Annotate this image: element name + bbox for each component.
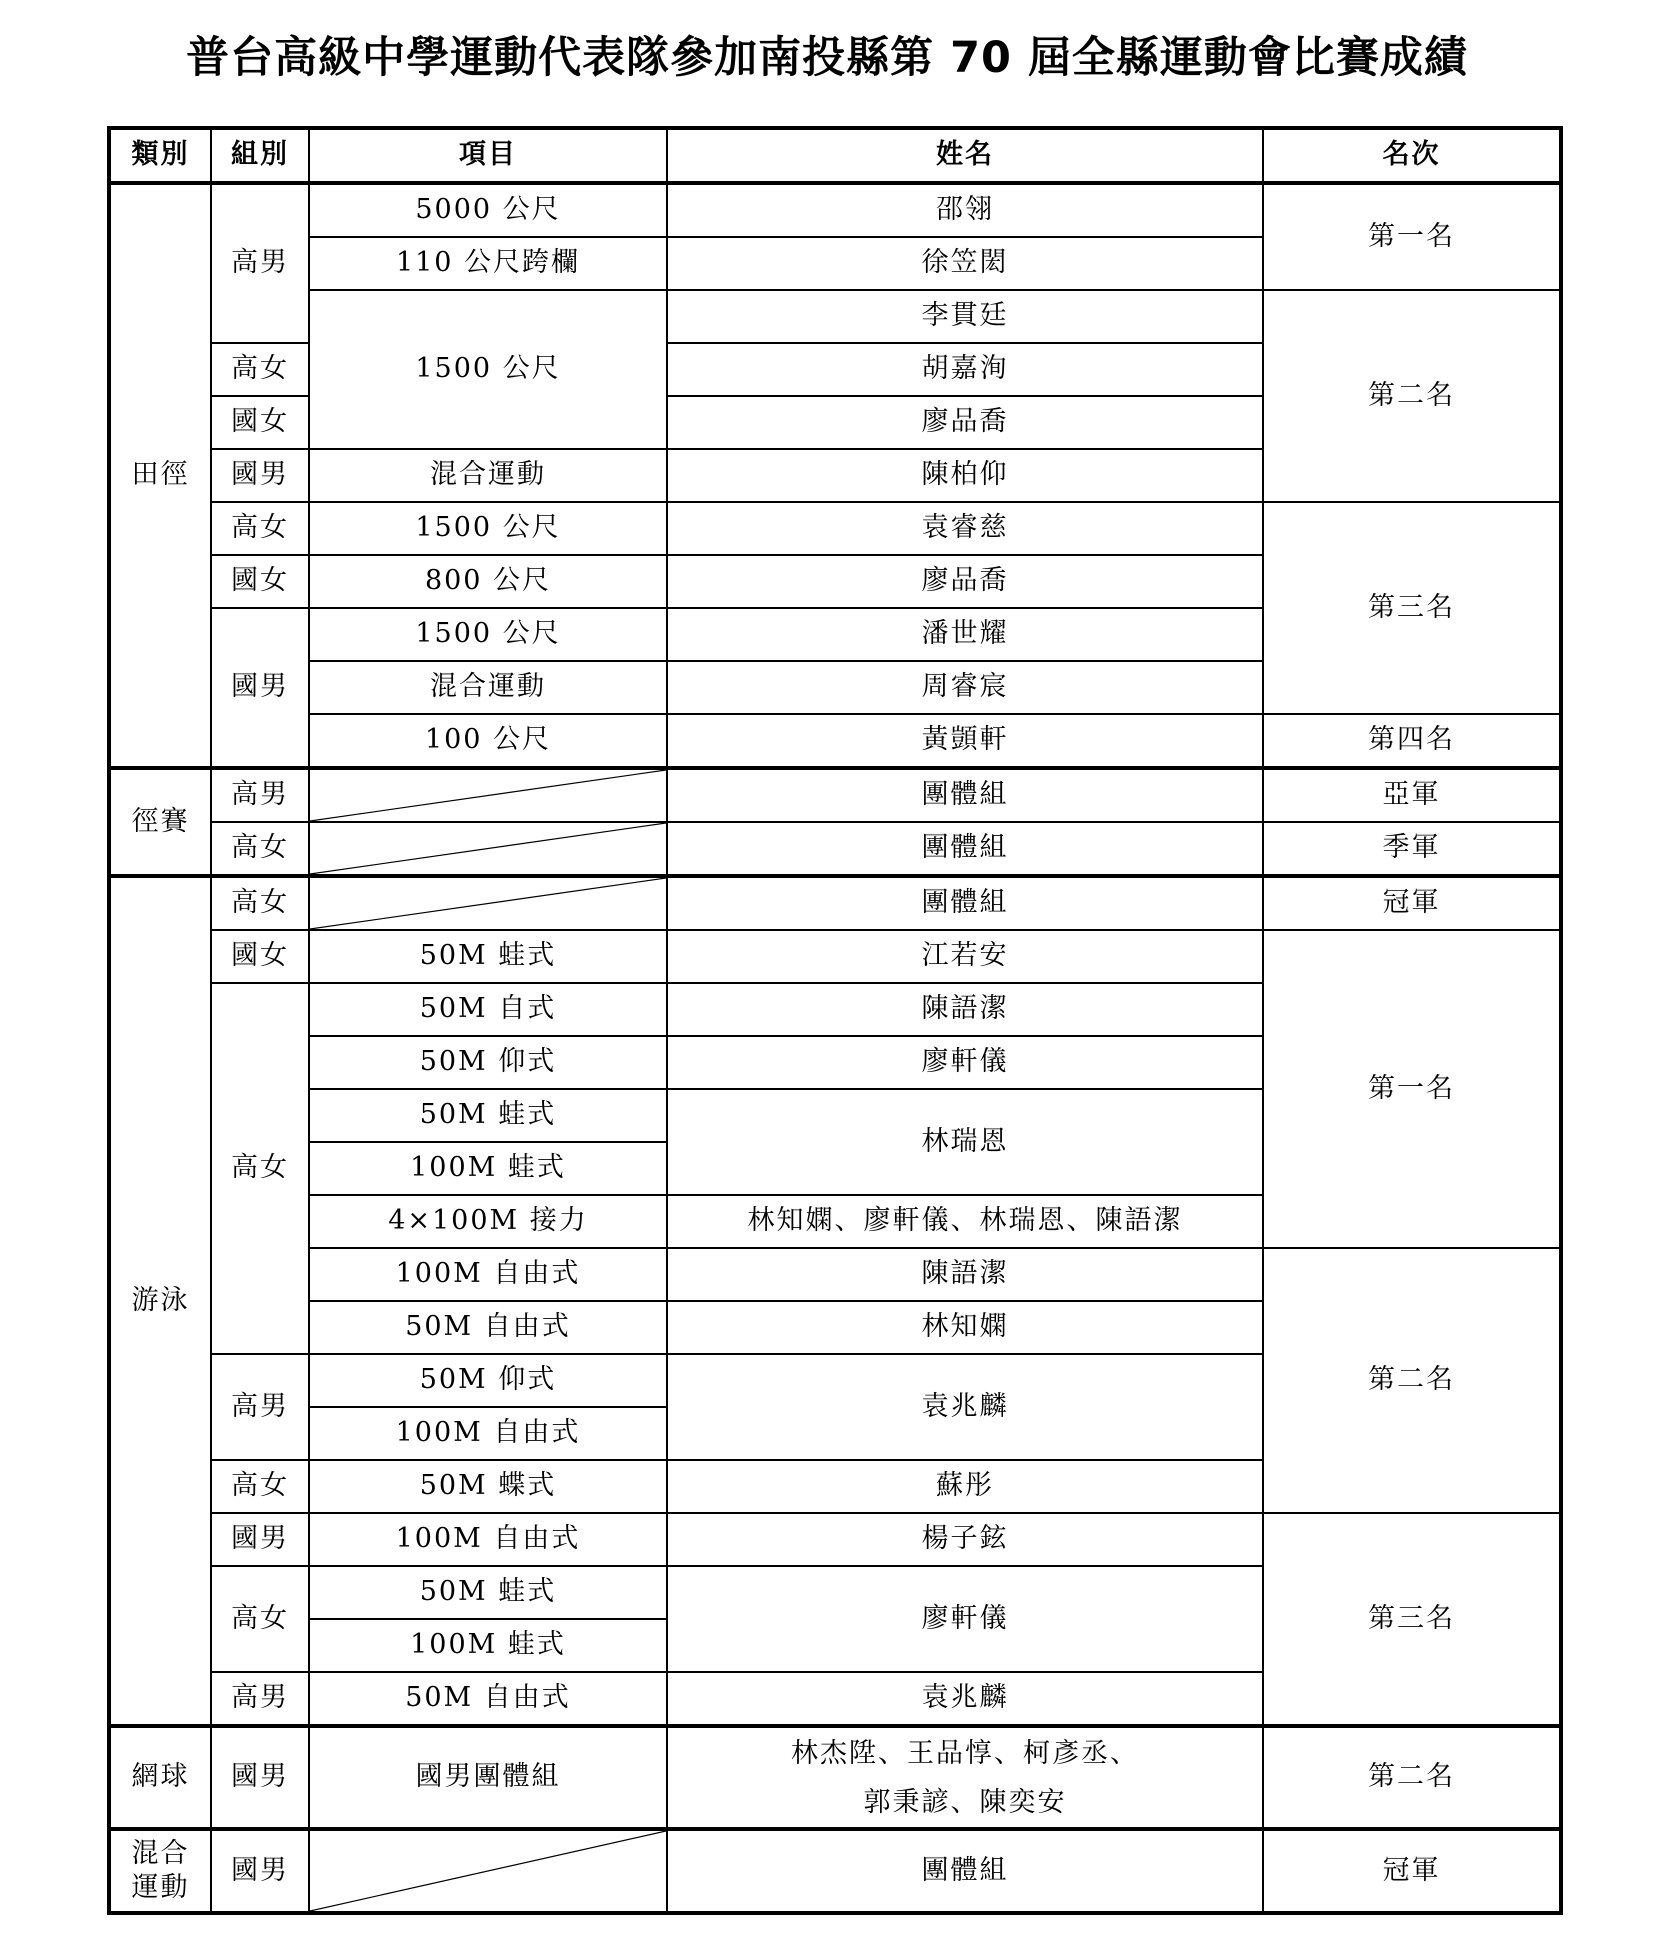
category-cell: 徑賽: [109, 768, 211, 876]
group-cell: 高女: [211, 822, 309, 876]
group-cell: 國男: [211, 449, 309, 502]
name-cell: 徐笠閎: [667, 237, 1263, 290]
group-cell: 高男: [211, 1354, 309, 1460]
event-cell: 100M 自由式: [309, 1248, 667, 1301]
rank-cell: 第一名: [1263, 183, 1561, 290]
group-cell: 高女: [211, 876, 309, 930]
name-cell: 團體組: [667, 1829, 1263, 1913]
group-cell: 高女: [211, 343, 309, 396]
rank-cell: 第二名: [1263, 290, 1561, 502]
name-cell: 團體組: [667, 822, 1263, 876]
rank-cell: 第二名: [1263, 1248, 1561, 1513]
rank-cell: 亞軍: [1263, 768, 1561, 822]
event-cell: 1500 公尺: [309, 502, 667, 555]
event-cell: 110 公尺跨欄: [309, 237, 667, 290]
category-line: 混合: [131, 1838, 190, 1869]
event-cell: 4×100M 接力: [309, 1195, 667, 1248]
header-event: 項目: [309, 128, 667, 183]
page-title: 普台高級中學運動代表隊參加南投縣第 70 屆全縣運動會比賽成績: [186, 33, 1468, 83]
table-row: [109, 1829, 1561, 1913]
event-cell: 50M 自式: [309, 983, 667, 1036]
group-cell: 國女: [211, 555, 309, 608]
name-cell: 袁兆麟: [667, 1354, 1263, 1460]
header-group: 組別: [211, 128, 309, 183]
rank-cell: 季軍: [1263, 822, 1561, 876]
name-cell: 團體組: [667, 768, 1263, 822]
rank-cell: 第四名: [1263, 714, 1561, 768]
empty-slash-cell: [309, 876, 667, 930]
rank-cell: 第一名: [1263, 930, 1561, 1248]
rank-cell: 第二名: [1263, 1726, 1561, 1829]
name-cell: 邵翎: [667, 183, 1263, 237]
name-cell: 周睿宸: [667, 661, 1263, 714]
name-line: 林杰陞、王品惇、柯彥丞、: [791, 1737, 1139, 1769]
name-line: 郭秉諺、陳奕安: [863, 1786, 1067, 1818]
name-cell: 黃顗軒: [667, 714, 1263, 768]
event-cell: 混合運動: [309, 449, 667, 502]
event-cell: 100M 自由式: [309, 1407, 667, 1460]
event-cell: 100M 自由式: [309, 1513, 667, 1566]
group-cell: 國男: [211, 608, 309, 768]
name-cell: 林知嫻、廖軒儀、林瑞恩、陳語潔: [667, 1195, 1263, 1248]
event-cell: 100 公尺: [309, 714, 667, 768]
event-cell: 1500 公尺: [309, 290, 667, 449]
rank-cell: 第三名: [1263, 1513, 1561, 1726]
event-cell: 50M 蛙式: [309, 1089, 667, 1142]
category-cell: [109, 1829, 211, 1913]
group-cell: 高女: [211, 1460, 309, 1513]
table-row: [109, 183, 1561, 237]
table-row: [109, 1513, 1561, 1566]
event-cell: 50M 蛙式: [309, 1566, 667, 1619]
event-cell: 國男團體組: [309, 1726, 667, 1829]
event-cell: 800 公尺: [309, 555, 667, 608]
results-table: [107, 126, 1563, 1915]
table-row: [109, 502, 1561, 555]
category-line: 運動: [131, 1872, 190, 1903]
event-cell: 混合運動: [309, 661, 667, 714]
table-header-row: [109, 128, 1561, 183]
name-cell: 林知嫻: [667, 1301, 1263, 1354]
name-cell: 廖品喬: [667, 396, 1263, 449]
category-cell: 游泳: [109, 876, 211, 1726]
name-cell: 林瑞恩: [667, 1089, 1263, 1195]
category-cell: 網球: [109, 1726, 211, 1829]
category-cell: 田徑: [109, 183, 211, 768]
event-cell: 100M 蛙式: [309, 1619, 667, 1672]
name-cell: 楊子鉉: [667, 1513, 1263, 1566]
name-cell: [667, 1726, 1263, 1829]
name-cell: 陳柏仰: [667, 449, 1263, 502]
name-cell: 廖軒儀: [667, 1566, 1263, 1672]
group-cell: 高女: [211, 983, 309, 1354]
table-row: [109, 1726, 1561, 1829]
table-row: [109, 714, 1561, 768]
name-cell: 潘世耀: [667, 608, 1263, 661]
rank-cell: 第三名: [1263, 502, 1561, 714]
table-row: [109, 1248, 1561, 1301]
name-cell: 陳語潔: [667, 983, 1263, 1036]
group-cell: 高男: [211, 768, 309, 822]
group-cell: 高男: [211, 183, 309, 343]
table-row: [109, 290, 1561, 343]
event-cell: 50M 蛙式: [309, 930, 667, 983]
event-cell: 50M 仰式: [309, 1354, 667, 1407]
name-cell: 陳語潔: [667, 1248, 1263, 1301]
group-cell: 國男: [211, 1829, 309, 1913]
event-cell: 50M 自由式: [309, 1672, 667, 1726]
header-category: 類別: [109, 128, 211, 183]
group-cell: 高女: [211, 502, 309, 555]
empty-slash-cell: [309, 822, 667, 876]
name-cell: 李貫廷: [667, 290, 1263, 343]
header-rank: 名次: [1263, 128, 1561, 183]
name-cell: 廖品喬: [667, 555, 1263, 608]
event-cell: 5000 公尺: [309, 183, 667, 237]
table-row: [109, 930, 1561, 983]
event-cell: 50M 蝶式: [309, 1460, 667, 1513]
name-cell: 袁睿慈: [667, 502, 1263, 555]
group-cell: 國男: [211, 1726, 309, 1829]
table-row: [109, 822, 1561, 876]
empty-slash-cell: [309, 1829, 667, 1913]
empty-slash-cell: [309, 768, 667, 822]
name-cell: 江若安: [667, 930, 1263, 983]
group-cell: 高女: [211, 1566, 309, 1672]
table-row: [109, 768, 1561, 822]
name-cell: 廖軒儀: [667, 1036, 1263, 1089]
group-cell: 國女: [211, 396, 309, 449]
event-cell: 50M 仰式: [309, 1036, 667, 1089]
event-cell: 50M 自由式: [309, 1301, 667, 1354]
name-cell: 袁兆麟: [667, 1672, 1263, 1726]
header-name: 姓名: [667, 128, 1263, 183]
rank-cell: 冠軍: [1263, 1829, 1561, 1913]
event-cell: 1500 公尺: [309, 608, 667, 661]
name-cell: 胡嘉洵: [667, 343, 1263, 396]
table-row: [109, 876, 1561, 930]
event-cell: 100M 蛙式: [309, 1142, 667, 1195]
name-cell: 蘇彤: [667, 1460, 1263, 1513]
group-cell: 國女: [211, 930, 309, 983]
group-cell: 國男: [211, 1513, 309, 1566]
group-cell: 高男: [211, 1672, 309, 1726]
rank-cell: 冠軍: [1263, 876, 1561, 930]
name-cell: 團體組: [667, 876, 1263, 930]
